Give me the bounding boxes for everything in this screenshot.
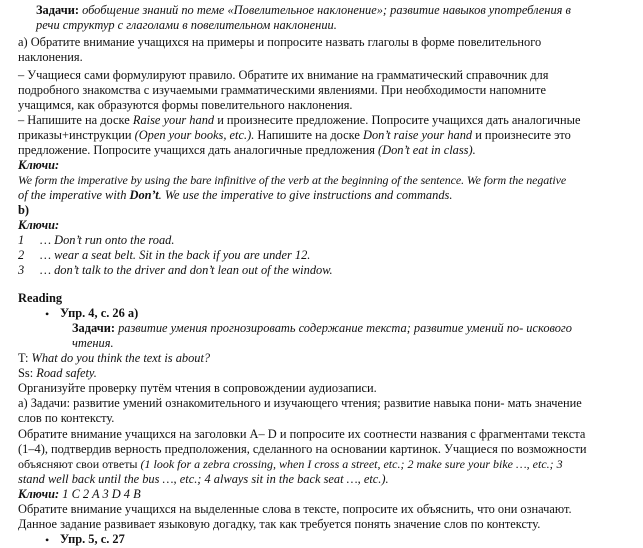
bullet-icon: • bbox=[45, 533, 50, 547]
paragraph-rule-line-1: – Учащиеся сами формулируют правило. Обратите их внимание на грамматический справочник для bbox=[18, 68, 549, 82]
organize-line: Организуйте проверку путём чтения в сопровождении аудиозаписи. bbox=[18, 381, 377, 395]
section-b-keys-label: Ключи: bbox=[18, 218, 60, 232]
students-answer: Ss: Road safety. bbox=[18, 366, 97, 380]
list-item: 2 … wear a seat belt. Sit in the back if you are under 12. bbox=[18, 248, 311, 262]
task-label: Задачи: bbox=[36, 3, 79, 17]
final-paragraph-line-2: Данное задание развивает языковую догадку, так как требуется понять значение слов по контексту. bbox=[18, 517, 541, 531]
reading-a-task-line-1: а) Задачи: развитие умений ознакомительного и изучающего чтения; развитие навыка пони- мать значение bbox=[18, 396, 582, 410]
list-item: 1 … Don’t run onto the road. bbox=[18, 233, 175, 247]
section-a-line-1: а) Обратите внимание учащихся на примеры и попросите назвать глаголы в форме повелительного bbox=[18, 35, 542, 49]
bullet-icon: • bbox=[45, 307, 50, 321]
exercise-5-label: Упр. 5, с. 27 bbox=[60, 532, 125, 546]
paragraph-board-line-3: предложение. Попросите учащихся дать аналогичные предложения (Don’t eat in class). bbox=[18, 143, 476, 157]
task-line-2: речи структур с глаголами в повелительном наклонении. bbox=[36, 18, 337, 32]
paragraph-board-line-2: приказы+инструкции (Open your books, etc.). Напишите на доске Don’t raise your hand и произнесите это bbox=[18, 128, 571, 142]
keys-label: Ключи: bbox=[18, 158, 60, 172]
paragraph-board-line-1: – Напишите на доске Raise your hand и произнесите предложение. Попросите учащихся дать аналогичные bbox=[18, 113, 581, 127]
paragraph-rule-line-2: подробного знакомства с изучаемыми грамматическими явлениями. При необходимости напомните bbox=[18, 83, 546, 97]
keys-answer-line-2: of the imperative with Don’t. We use the imperative to give instructions and commands. bbox=[18, 188, 453, 202]
teacher-question: T: What do you think the text is about? bbox=[18, 351, 211, 365]
keys-answer-line-1: We form the imperative by using the bare infinitive of the verb at the beginning of the sentence. We form the negative bbox=[18, 173, 567, 187]
final-paragraph-line-1: Обратите внимание учащихся на выделенные слова в тексте, попросите их объяснить, что они означают. bbox=[18, 502, 572, 516]
reading-task-line-2: чтения. bbox=[72, 336, 114, 350]
reading-heading: Reading bbox=[18, 291, 63, 305]
list-item: 3 … don’t talk to the driver and don’t lean out of the window. bbox=[18, 263, 333, 277]
task-line-1 bbox=[36, 3, 571, 18]
headings-paragraph-line-1: Обратите внимание учащихся на заголовки A– D и попросите их соотнести названия с фрагментами текста bbox=[18, 427, 586, 441]
paragraph-rule-line-3: учащимся, как образуются формы повелительного наклонения. bbox=[18, 98, 353, 112]
headings-paragraph-line-2: (1–4), подтвердив верность предположения, сделанного на основании картинок. Учащиеся по возможности bbox=[18, 442, 587, 456]
reading-task-line-1: Задачи: развитие умения прогнозировать содержание текста; развитие умений по- искового bbox=[72, 321, 572, 335]
section-a-line-2: наклонения. bbox=[18, 50, 83, 64]
headings-paragraph-line-3: объясняют свои ответы (1 look for a zebra crossing, when I cross a street, etc.; 2 make sure your bike …, etc.; 3 bbox=[18, 457, 563, 471]
section-b-label: b) bbox=[18, 203, 30, 217]
reading-a-task-line-2: слов по контексту. bbox=[18, 411, 115, 425]
exercise-4-label: Упр. 4, с. 26 а) bbox=[60, 306, 139, 320]
task-text: обобщение знаний по теме «Повелительное наклонение»; развитие навыков употребления в bbox=[82, 3, 571, 17]
headings-paragraph-line-4: stand well back until the bus …, etc.; 4 always sit in the back seat …, etc.). bbox=[18, 472, 389, 486]
reading-keys-line: Ключи: 1 C 2 A 3 D 4 B bbox=[18, 487, 141, 501]
